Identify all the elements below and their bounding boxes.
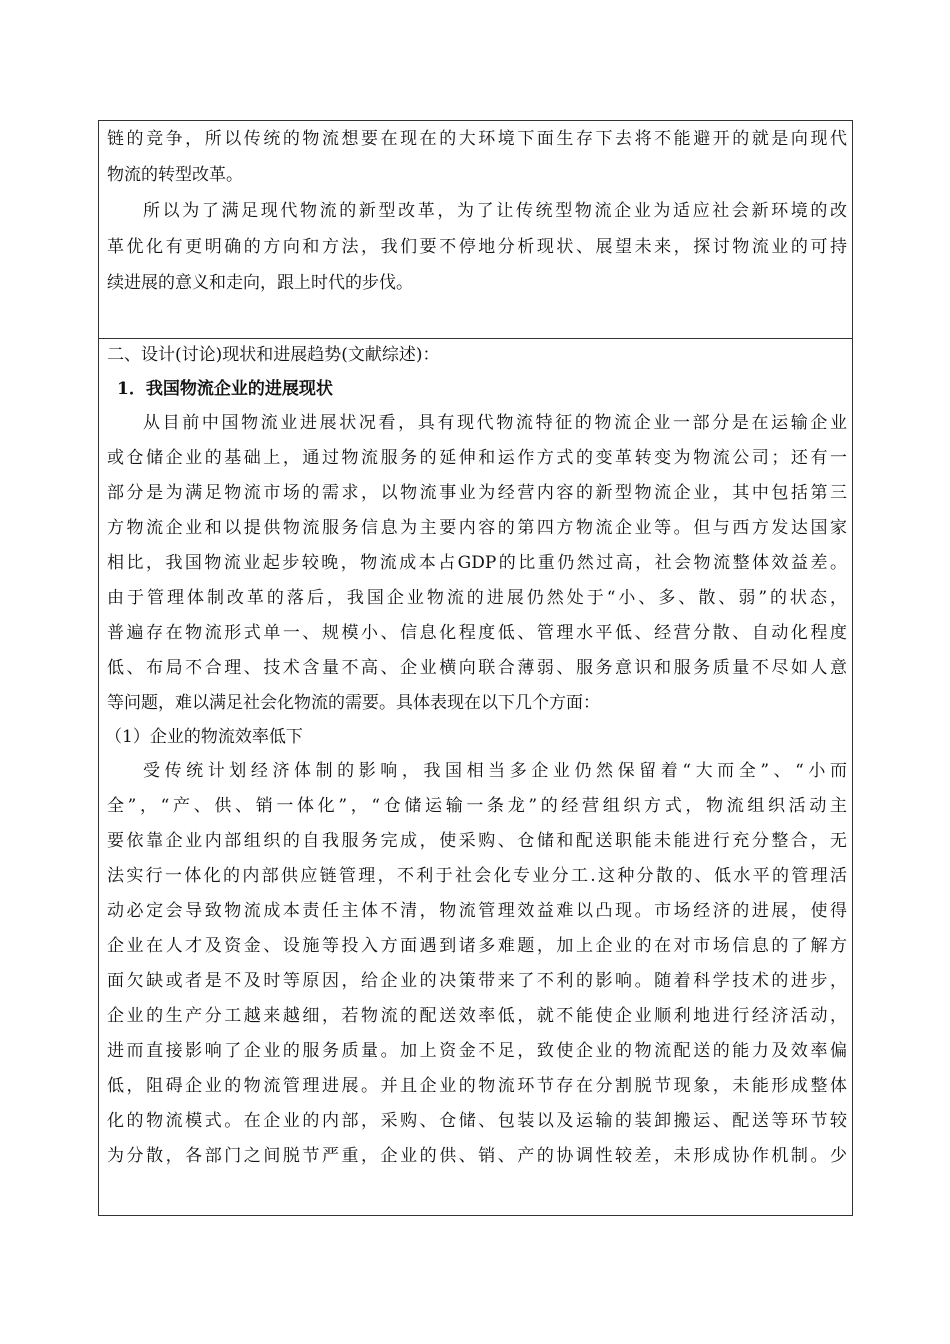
text-line: 低、布局不合理、技术含量不高、企业横向联合薄弱、服务意识和服务质量不尽如人意: [107, 658, 847, 678]
text-line: 化的物流模式。在企业的内部，采购、仓储、包装以及运输的装卸搬运、配送等环节较: [107, 1111, 847, 1131]
text-line: 相比，我国物流业起步较晚，物流成本占GDP的比重仍然过高，社会物流整体效益差。: [107, 553, 847, 573]
text-line: 低，阻碍企业的物流管理进展。并且企业的物流环节存在分割脱节现象，未能形成整体: [107, 1076, 847, 1096]
text-line: 链的竞争，所以传统的物流想要在现在的大环境下面生存下去将不能避开的就是向现代: [107, 129, 847, 149]
text-line: 全”，“产、供、销一体化”，“仓储运输一条龙”的经营组织方式，物流组织活动主: [107, 796, 847, 816]
text-line: 受传统计划经济体制的影响，我国相当多企业仍然保留着“大而全”、“小而: [143, 761, 847, 781]
text-line: 企业在人才及资金、设施等投入方面遇到诸多难题，加上企业的在对市场信息的了解方: [107, 936, 847, 956]
list-item-title: （1）企业的物流效率低下: [105, 727, 303, 747]
text-line: 等问题，难以满足社会化物流的需要。具体表现在以下几个方面：: [107, 693, 600, 713]
text-line: 法实行一体化的内部供应链管理，不利于社会化专业分工.这种分散的、低水平的管理活: [107, 866, 847, 886]
text-line: 进而直接影响了企业的服务质量。加上资金不足，致使企业的物流配送的能力及效率偏: [107, 1041, 847, 1061]
text-line: 企业的生产分工越来越细，若物流的配送效率低，就不能使企业顺利地进行经济活动，: [107, 1006, 847, 1026]
text-line: 由于管理体制改革的落后，我国企业物流的进展仍然处于“小、多、散、弱”的状态，: [107, 588, 847, 608]
text-line: 方物流企业和以提供物流服务信息为主要内容的第四方物流企业等。但与西方发达国家: [107, 518, 847, 538]
text-line: 物流的转型改革。: [107, 165, 243, 185]
text-line: 面欠缺或者是不及时等原因，给企业的决策带来了不利的影响。随着科学技术的进步，: [107, 971, 847, 991]
text-line: 续进展的意义和走向，跟上时代的步伐。: [107, 273, 413, 293]
table-cell-literature-review: [98, 339, 853, 1216]
text-line: 普遍存在物流形式单一、规模小、信息化程度低、管理水平低、经营分散、自动化程度: [107, 623, 847, 643]
text-line: 部分是为满足物流市场的需求，以物流事业为经营内容的新型物流企业，其中包括第三: [107, 483, 847, 503]
text-line: 革优化有更明确的方向和方法，我们要不停地分析现状、展望未来，探讨物流业的可持: [107, 237, 847, 257]
subsection-heading: 1．我国物流企业的进展现状: [117, 379, 333, 399]
text-line: 动必定会导致物流成本责任主体不清，物流管理效益难以凸现。市场经济的进展，使得: [107, 901, 847, 921]
table-cell-introduction-end: [98, 120, 853, 339]
text-line: 所以为了满足现代物流的新型改革，为了让传统型物流企业为适应社会新环境的改: [143, 201, 847, 221]
text-line: 从目前中国物流业进展状况看，具有现代物流特征的物流企业一部分是在运输企业: [143, 413, 847, 433]
section-heading: 二、设计(讨论)现状和进展趋势(文献综述)：: [107, 345, 440, 365]
text-line: 要依靠企业内部组织的自我服务完成，使采购、仓储和配送职能未能进行充分整合，无: [107, 831, 847, 851]
text-line: 或仓储企业的基础上，通过物流服务的延伸和运作方式的变革转变为物流公司；还有一: [107, 448, 847, 468]
text-line: 为分散，各部门之间脱节严重，企业的供、销、产的协调性较差，未形成协作机制。少: [107, 1146, 847, 1166]
